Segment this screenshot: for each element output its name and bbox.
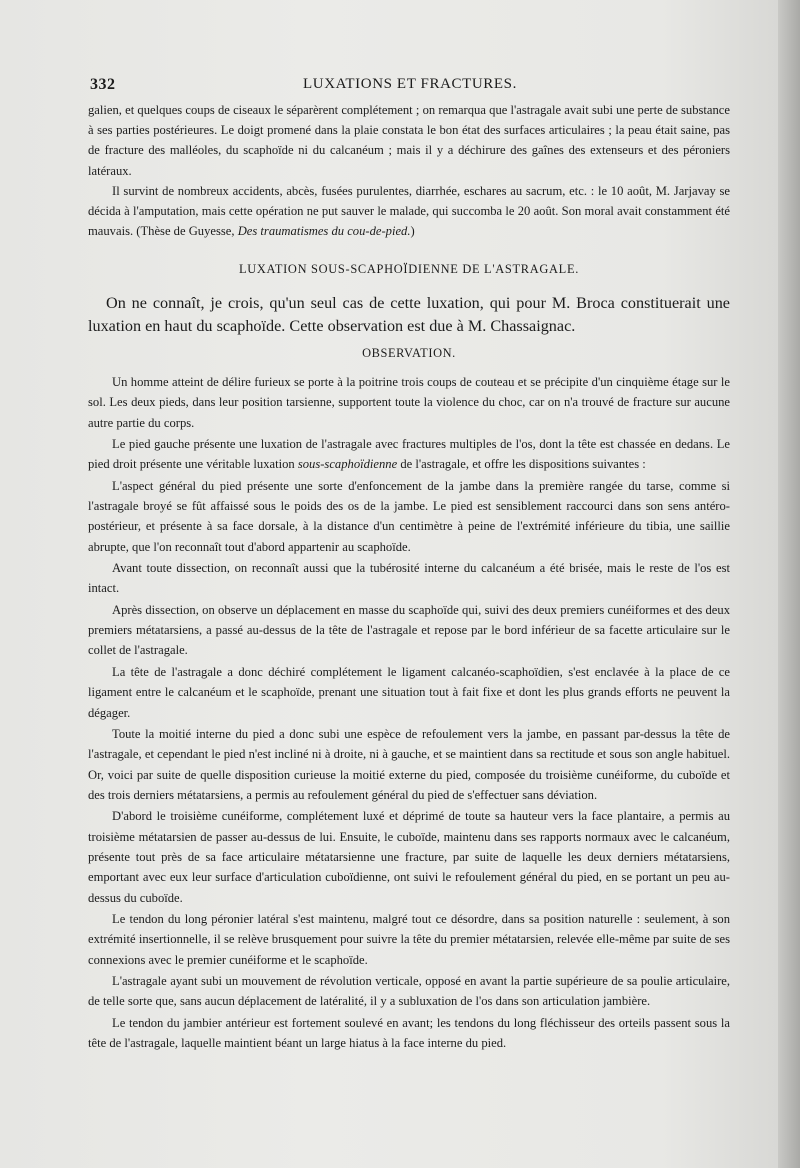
continued-text — [88, 100, 730, 241]
section-title: LUXATION SOUS-SCAPHOÏDIENNE DE L'ASTRAGALE. — [238, 262, 580, 276]
thesis-title: Des traumatismes du cou-de-pied. — [237, 224, 411, 239]
paragraph: Avant toute dissection, on reconnaît aussi que la tubérosité interne du calcanéum a été brisée, mais le reste de l'os est intact. — [88, 561, 730, 596]
paragraph: galien, et quelques coups de ciseaux le séparèrent complétement ; on remarqua que l'astragale avait subi une perte de substance à ses parties postérieures. Le doigt promené dans la plaie constata le bon état des surfaces articulaires ; la peau était saine, pas de fracture des malléoles, du scaphoïde ni du calcanéum ; mais il y a déchirure des gaînes des extenseurs et des péroniers latéraux. — [88, 103, 730, 178]
page-edge — [778, 0, 800, 1168]
paragraph: Le tendon du jambier antérieur est fortement soulevé en avant; les tendons du long fléchisseur des orteils passent sous la tête de l'astragale, laquelle maintient béant un large hiatus à la face interne du pied. — [88, 1015, 730, 1050]
observation-text — [88, 372, 730, 1053]
running-head: LUXATIONS ET FRACTURES. — [303, 76, 517, 92]
paragraph: Après dissection, on observe un déplacement en masse du scaphoïde qui, suivi des deux premiers cunéiformes et des deux premiers métatarsiens, a passé au-dessus de la tête de l'astragale et repose par le bord inférieur de sa facette articulaire sur le collet de l'astragale. — [88, 602, 730, 658]
paragraph-text: Le pied gauche présente une luxation de l'astragale avec fractures multiples de l'os, dont la tête est chassée en dedans. Le pied droit présente une véritable luxation — [88, 437, 730, 472]
paragraph: L'astragale ayant subi un mouvement de révolution verticale, opposé en avant la partie supérieure de sa poulie articulaire, de telle sorte que, sans aucun déplacement de latéralité, il y a subluxation de l'os dans son articulation jambière. — [88, 973, 730, 1009]
intro-paragraph: On ne connaît, je crois, qu'un seul cas de cette luxation, qui pour M. Broca constituerait une luxation en haut du scaphoïde. Cette observation est due à M. Chassaignac. — [88, 294, 730, 335]
paragraph: La tête de l'astragale a donc déchiré complétement le ligament calcanéo-scaphoïdien, s'est enclavée à la place de ce ligament entre le calcanéum et le scaphoïde, prenant une situation tout à fait fixe et dont les plus grands efforts ne peuvent la dégager. — [88, 664, 730, 720]
closing-paren: ) — [410, 224, 415, 239]
paragraph-text: Il survint de nombreux accidents, abcès, fusées purulentes, diarrhée, eschares au sacrum, etc. : le 10 août, M. Jarjavay se décida à l'amputation, mais cette opération ne put sauver le malade, qui succomba le 20 août. Son moral avait constamment été mauvais. (Thèse de Guyesse, — [88, 183, 730, 239]
page-header — [90, 76, 730, 98]
paragraph: Un homme atteint de délire furieux se porte à la poitrine trois coups de couteau et se précipite d'un cinquième étage sur le sol. Les deux pieds, dans leur position tarsienne, supportent toute la violence du choc, car on n'a trouvé de fracture sur aucune autre partie du corps. — [88, 375, 730, 430]
paragraph-text: de l'astragale, et offre les dispositions suivantes : — [400, 457, 646, 472]
observation-title: OBSERVATION. — [362, 346, 456, 360]
paragraph: Le tendon du long péronier latéral s'est maintenu, malgré tout ce désordre, dans sa position naturelle : seulement, à son extrémité insertionnelle, il se relève brusquement pour suivre la tête du premier métatarsien, relevée elle-même par suite de ses connexions avec le premier cunéiforme et le scaphoïde. — [88, 911, 730, 967]
italic-term: sous-scaphoïdienne — [297, 457, 398, 472]
paragraph: D'abord le troisième cunéiforme, complétement luxé et déprimé de toute sa hauteur vers la face plantaire, a permis au troisième métatarsien de passer au-dessus de lui. Ensuite, le cuboïde, maintenu dans ses rapports normaux avec le calcanéum, présente tout près de sa face articulaire métatarsienne une fracture, par suite de laquelle les deux derniers métatarsiens, emportant avec eux leur surface d'articulation cuboïdienne, ont suivi le refoulement général du pied, en se portant un peu au-dessus du cuboïde. — [88, 809, 730, 905]
paragraph: Toute la moitié interne du pied a donc subi une espèce de refoulement vers la jambe, en passant par-dessus la tête de l'astragale, et cependant le pied n'est incliné ni à droite, ni à gauche, et se maintient dans sa rectitude et sous son angle habituel. Or, voici par suite de quelle disposition curieuse la moitié externe du pied, composée du troisième cunéiforme, du cuboïde et des trois derniers métatarsiens, a permis au refoulement général du pied de s'effectuer sans déviation. — [88, 726, 730, 802]
paragraph: L'aspect général du pied présente une sorte d'enfoncement de la jambe dans la première rangée du tarse, comme si l'astragale broyé se fût affaissé sous le poids des os de la jambe. Le pied est sensiblement raccourci dans son sens antéro-postérieur, et présente à sa face dorsale, à la distance d'un centimètre à peine de l'extrémité inférieure du tibia, une saillie abrupte, que l'on reconnaît tout d'abord appartenir au scaphoïde. — [88, 478, 730, 554]
intro-text — [88, 292, 730, 338]
paragraph — [88, 181, 730, 242]
page-number: 332 — [90, 76, 116, 93]
paragraph — [88, 434, 730, 475]
